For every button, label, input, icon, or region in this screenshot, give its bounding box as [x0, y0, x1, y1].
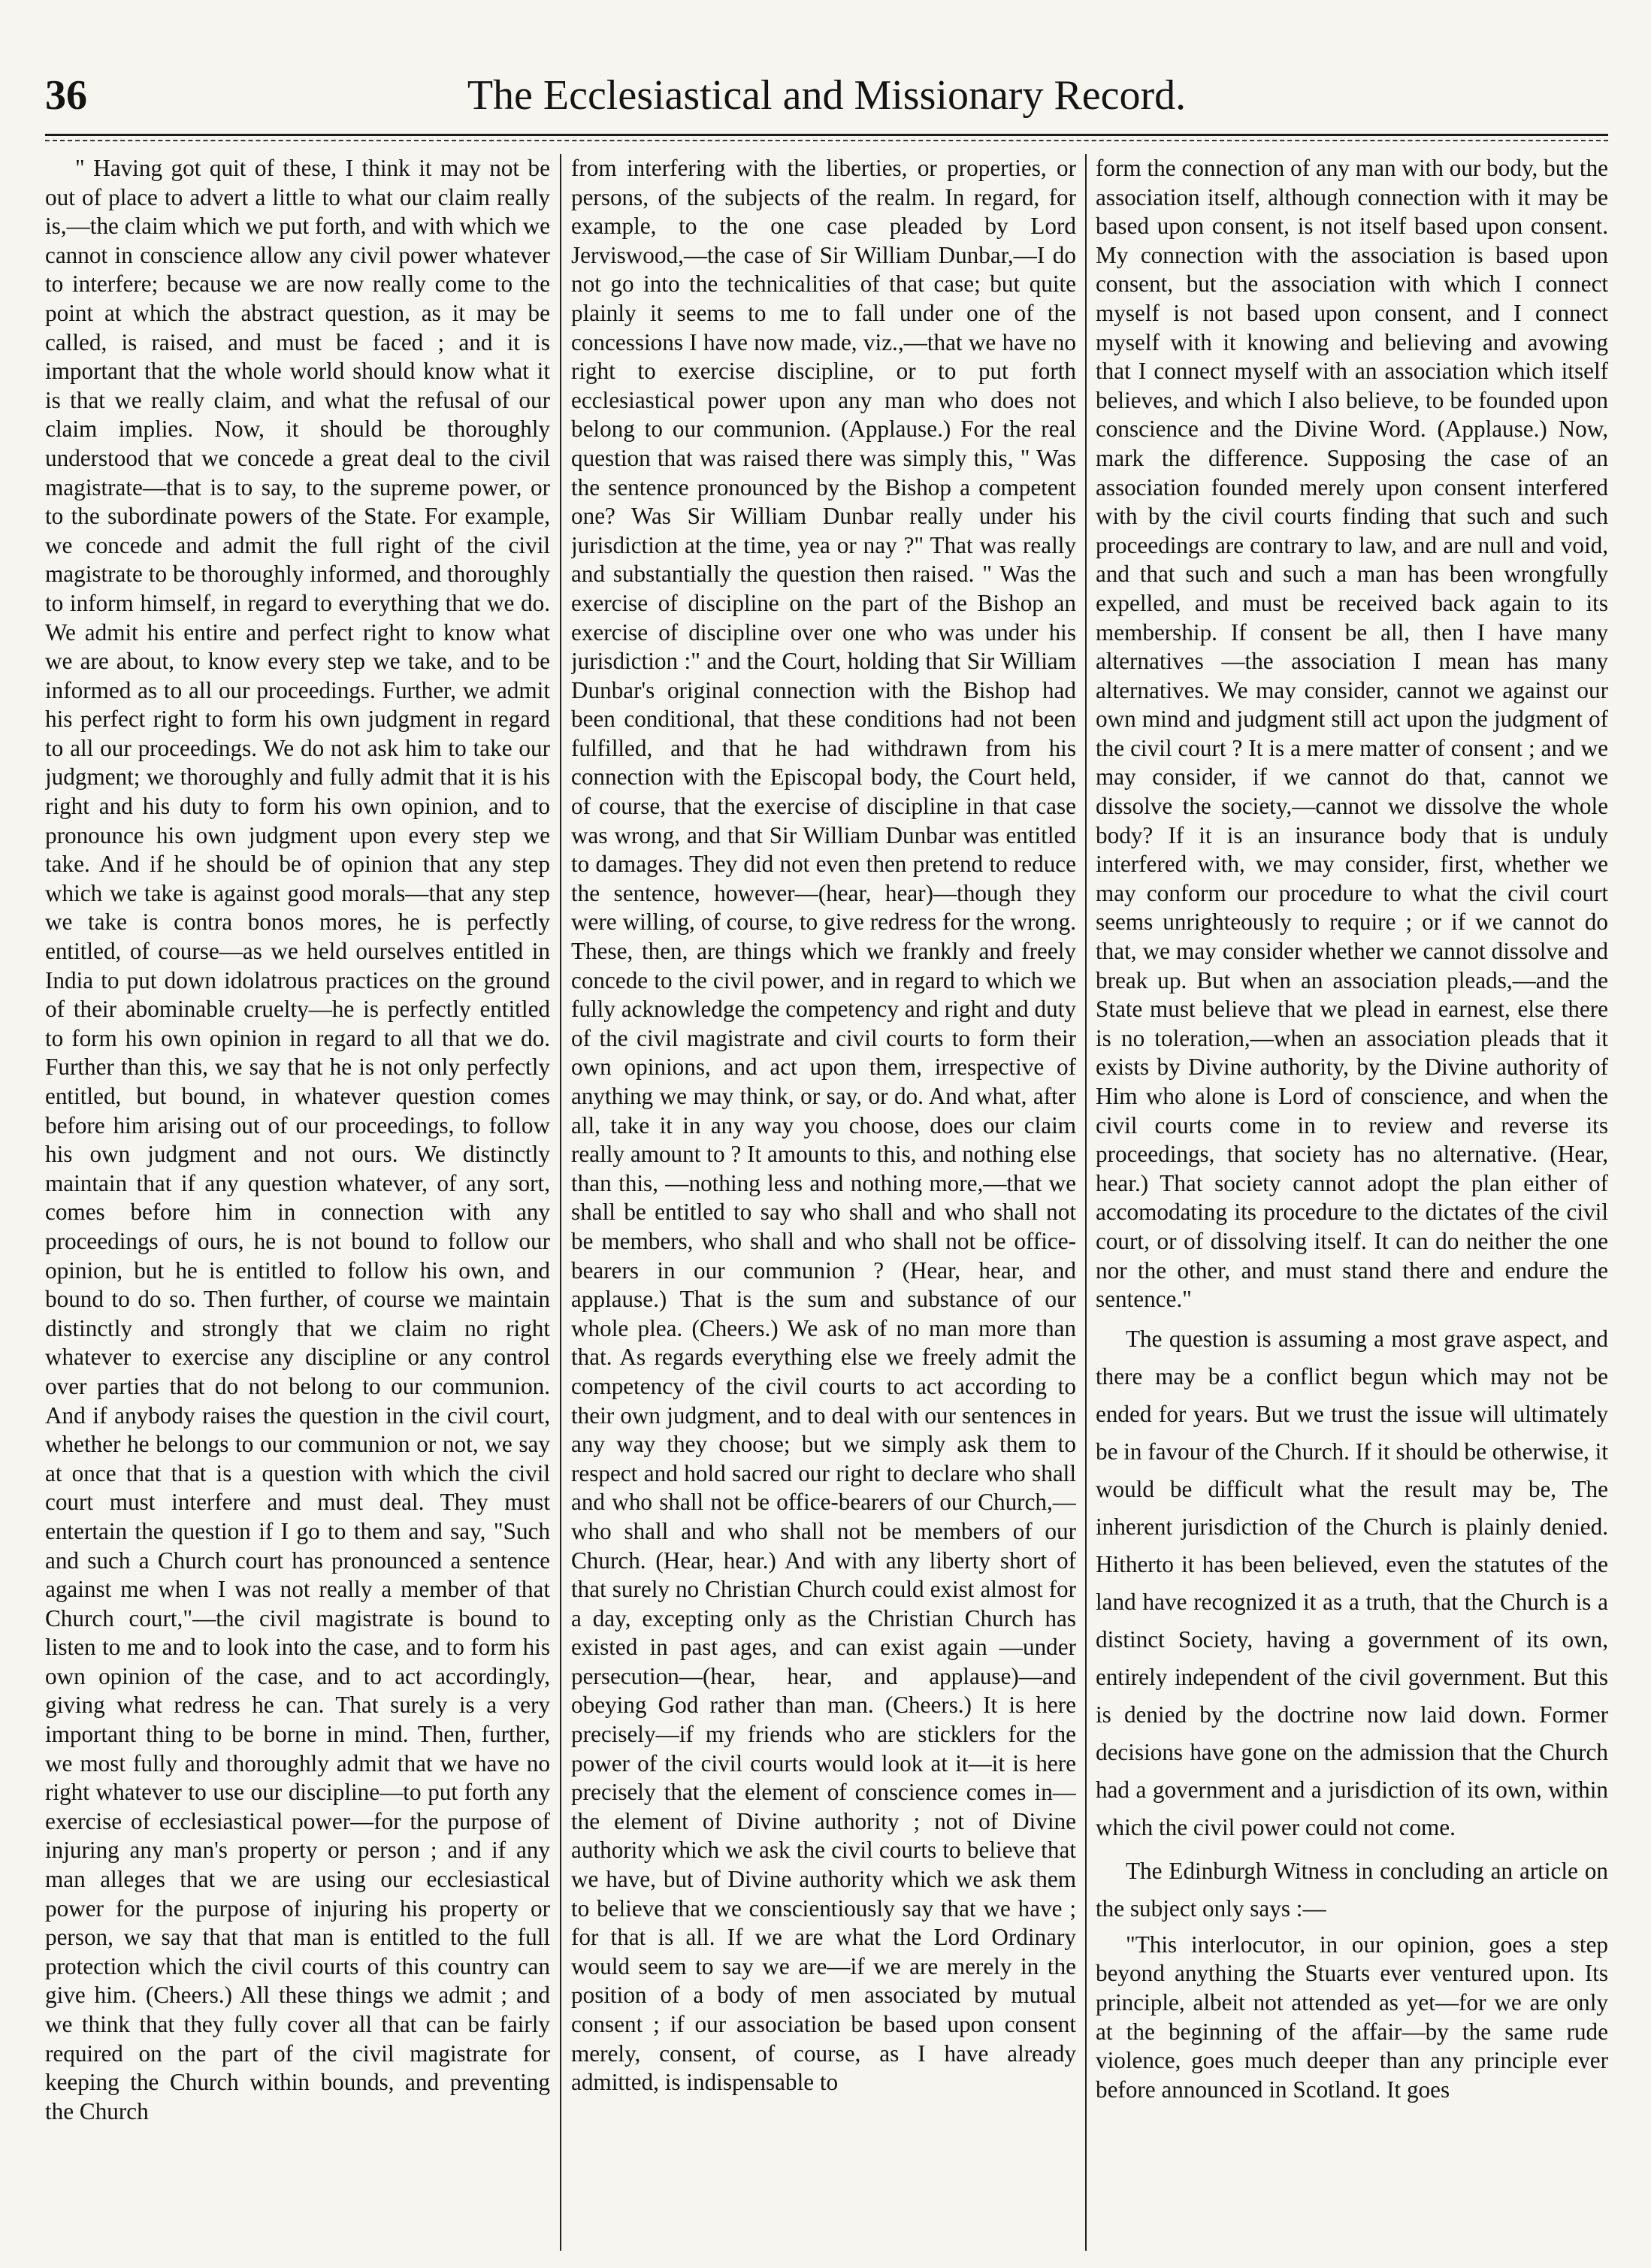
- column-divider: [560, 154, 561, 2251]
- column-divider: [1085, 154, 1087, 2251]
- paragraph: The question is assuming a most grave aspect, and there may be a conflict begun which may not be ended for years. But we trust the issue will ultimately be in favour of the Church. If it should be otherwise, it would be difficult what the result may be, The inherent jurisdiction of the Church is plainly denied. Hitherto it has been believed, even the statutes of the land have recognized it as a truth, that the Church is a distinct Society, having a government of its own, entirely independent of the civil government. But this is denied by the doctrine now laid down. Former decisions have gone on the admission that the Church had a government and a jurisdiction of its own, within which the civil power could not come.: [1096, 1325, 1608, 1840]
- paragraph: The Edinburgh Witness in concluding an article on the subject only says :—: [1096, 1857, 1608, 1922]
- text-column-2: [571, 154, 1076, 2251]
- paragraph: form the connection of any man with our body, but the association itself, although connection with it may be based upon consent, is not itself based upon consent. My connection with the association is based upon consent, but the association with which I connect myself is not based upon consent, and I connect myself with it knowing and believing and avowing that I connect myself with an association which itself believes, and which I also believe, to be founded upon conscience and the Divine Word. (Applause.) Now, mark the difference. Supposing the case of an association founded merely upon consent interfered with by the civil courts finding that such and such proceedings are contrary to law, and are null and void, and that such and such a man has been wrongfully expelled, and must be received back again to its membership. If consent be all, then I have many alternatives —the association I mean has many alternatives. We may consider, cannot we against our own mind and judgment still act upon the judgment of the civil court ? It is a mere matter of consent ; and we may consider, if we cannot do that, cannot we dissolve the society,—cannot we dissolve the whole body? If it is an insurance body that is unduly interfered with, we may consider, first, whether we may conform our procedure to what the civil court seems unrighteously to require ; or if we cannot do that, we may consider whether we cannot dissolve and break up. But when an association pleads,—and the State must believe that we plead in earnest, else there is no toleration,—when an association pleads that it exists by Divine authority, by the Divine authority of Him who alone is Lord of conscience, and when the civil courts come in to review and reverse its proceedings, that society has no alternative. (Hear, hear.) That society cannot adopt the plan either of accomodating its procedure to the dictates of the civil court, or of dissolving itself. It can do neither the one nor the other, and must stand there and endure the sentence.": [1096, 155, 1608, 1313]
- page-number: 36: [45, 72, 87, 119]
- publication-title: The Ecclesiastical and Missionary Record.: [467, 72, 1187, 119]
- paragraph: from interfering with the liberties, or properties, or persons, of the subjects of the realm. In regard, for example, to the one case pleaded by Lord Jerviswood,—the case of Sir William Dunbar,—I do not go into the technicalities of that case; but quite plainly it seems to me to fall under one of the concessions I have now made, viz.,—that we have no right to exercise discipline, or to put forth ecclesiastical power upon any man who does not belong to our communion. (Applause.) For the real question that was raised there was simply this, " Was the sentence pronounced by the Bishop a competent one? Was Sir William Dunbar really under his jurisdiction at the time, yea or nay ?" That was really and substantially the question then raised. " Was the exercise of discipline on the part of the Bishop an exercise of discipline over one who was under his jurisdiction :" and the Court, holding that Sir William Dunbar's original connection with the Bishop had been conditional, that these conditions had not been fulfilled, and that he had withdrawn from his connection with the Episcopal body, the Court held, of course, that the exercise of discipline in that case was wrong, and that Sir William Dunbar was entitled to damages. They did not even then pretend to reduce the sentence, however—(hear, hear)—though they were willing, of course, to give redress for the wrong. These, then, are things which we frankly and freely concede to the civil power, and in regard to which we fully acknowledge the competency and right and duty of the civil magistrate and civil courts to form their own opinions, and act upon them, irrespective of anything we may think, or say, or do. And what, after all, take it in any way you choose, does our claim really amount to ? It amounts to this, and nothing else than this, —nothing less and nothing more,—that we shall be entitled to say who shall and who shall not be members, who shall and who shall not be office-bearers in our communion ? (Hear, hear, and applause.) That is the sum and substance of our whole plea. (Cheers.) We ask of no man more than that. As regards everything else we freely admit the competency of the civil courts to act according to their own judgment, and to deal with our sentences in any way they choose; but we simply ask them to respect and hold sacred our right to declare who shall and who shall not be office-bearers of our Church,—who shall and who shall not be members of our Church. (Hear, hear.) And with any liberty short of that surely no Christian Church could exist almost for a day, excepting only as the Christian Church has existed in past ages, and can exist again —under persecution—(hear, hear, and applause)—and obeying God rather than man. (Cheers.) It is here precisely—if my friends who are sticklers for the power of the civil courts would look at it—it is here precisely that the element of conscience comes in—the element of Divine authority ; not of Divine authority which we ask the civil courts to believe that we have, but of Divine authority which we ask them to believe that we conscientiously say that we have ; for that is all. If we are what the Lord Ordinary would seem to say we are—if we are merely in the position of a body of men associated by mutual consent ; if our association be based upon consent merely, consent, of course, as I have already admitted, is indispensable to: [571, 155, 1076, 2096]
- text-column-1: [45, 154, 550, 2251]
- text-column-3: [1096, 154, 1608, 2251]
- paragraph: "This interlocutor, in our opinion, goes a step beyond anything the Stuarts ever ventured upon. Its principle, albeit not attended as yet—for we are only at the beginning of the affair—by the same rude violence, goes much deeper than any principle ever before announced in Scotland. It goes: [1096, 1931, 1608, 2103]
- page-header: [45, 71, 1608, 132]
- paragraph: " Having got quit of these, I think it may not be out of place to advert a little to what our claim really is,—the claim which we put forth, and with which we cannot in conscience allow any civil power whatever to interfere; because we are now really come to the point at which the abstract question, as it may be called, is raised, and must be faced ; and it is important that the whole world should know what it is that we really claim, and what the refusal of our claim implies. Now, it should be thoroughly understood that we concede a great deal to the civil magistrate—that is to say, to the supreme power, or to the subordinate powers of the State. For example, we concede and admit the full right of the civil magistrate to be thoroughly informed, and thoroughly to inform himself, in regard to everything that we do. We admit his entire and perfect right to know what we are about, to know every step we take, and to be informed as to all our proceedings. Further, we admit his perfect right to form his own judgment in regard to all our proceedings. We do not ask him to take our judgment; we thoroughly and fully admit that it is his right and his duty to form his own opinion, and to pronounce his own judgment upon every step we take. And if he should be of opinion that any step which we take is against good morals—that any step we take is contra bonos mores, he is perfectly entitled, of course—as we held ourselves entitled in India to put down idolatrous practices on the ground of their abominable cruelty—he is perfectly entitled to form his own opinion in regard to all that we do. Further than this, we say that he is not only perfectly entitled, but bound, in whatever question comes before him arising out of our proceedings, to follow his own judgment and not ours. We distinctly maintain that if any question whatever, of any sort, comes before him in connection with any proceedings of ours, he is not bound to follow our opinion, but he is entitled to follow his own, and bound to do so. Then further, of course we maintain distinctly and strongly that we claim no right whatever to exercise any discipline or any control over parties that do not belong to our communion. And if anybody raises the question in the civil court, whether he belongs to our communion or not, we say at once that that is a question with which the civil court must interfere and must deal. They must entertain the question if I go to them and say, "Such and such a Church court has pronounced a sentence against me when I was not really a member of that Church court,"—the civil magistrate is bound to listen to me and to look into the case, and to form his own opinion of the case, and to act accordingly, giving what redress he can. That surely is a very important thing to be borne in mind. Then, further, we most fully and thoroughly admit that we have no right whatever to use our discipline—to put forth any exercise of ecclesiastical power—for the purpose of injuring any man's property or person ; and if any man alleges that we are using our ecclesiastical power for the purpose of injuring his property or person, we say that that man is entitled to the full protection which the civil courts of this country can give him. (Cheers.) All these things we admit ; and we think that they fully cover all that can be fairly required on the part of the civil magistrate for keeping the Church within bounds, and preventing the Church: [45, 155, 550, 2124]
- header-rule-secondary: [45, 140, 1608, 141]
- header-rule: [45, 134, 1608, 136]
